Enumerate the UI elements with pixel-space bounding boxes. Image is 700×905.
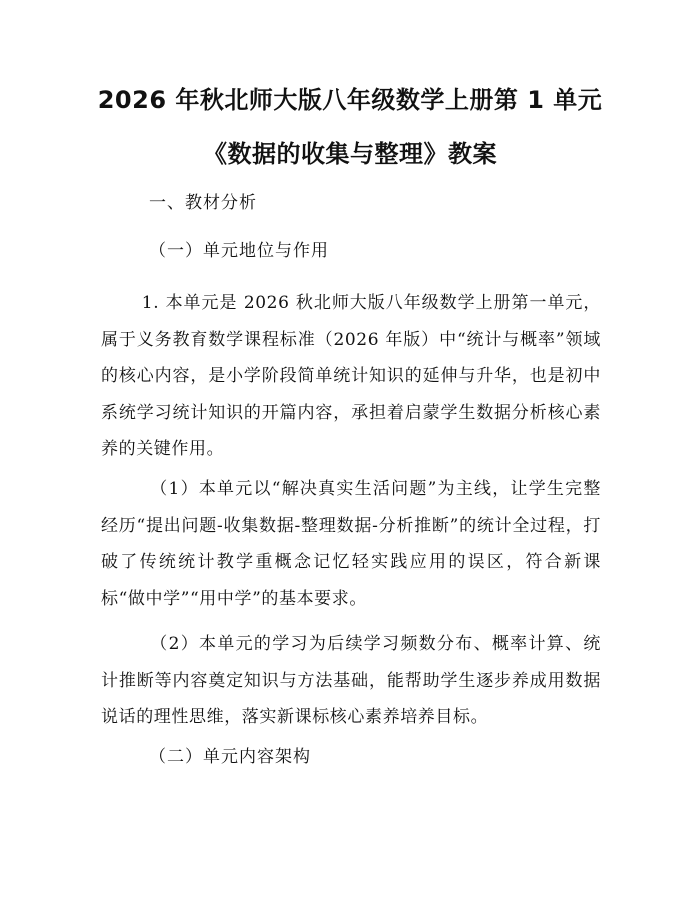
section-heading-textbook-analysis: 一、教材分析 [149,193,257,213]
paragraph-point-1: （1）本单元以“解决真实生活问题”为主线，让学生完整经历“提出问题-收集数据-整理数据-分析推断”的统计全过程，打破了传统统计教学重概念记忆轻实践应用的误区，符合新课标“做中学”“用中学”的基本要求。 [101,479,601,609]
subsection-heading-unit-structure: （二）单元内容架构 [149,747,311,767]
document-title-line-1: 2026 年秋北师大版八年级数学上册第 1 单元 [97,86,603,114]
paragraph-unit-overview: 1. 本单元是 2026 秋北师大版八年级数学上册第一单元，属于义务教育数学课程标准（2026 年版）中“统计与概率”领域的核心内容，是小学阶段简单统计知识的延伸与升华，也是初中系统学习统计知识的开篇内容，承担着启蒙学生数据分析核心素养的关键作用。 [101,293,601,459]
subsection-heading-unit-position: （一）单元地位与作用 [149,241,329,261]
document-title-line-2: 《数据的收集与整理》教案 [203,140,497,168]
paragraph-point-2: （2）本单元的学习为后续学习频数分布、概率计算、统计推断等内容奠定知识与方法基础，能帮助学生逐步养成用数据说话的理性思维，落实新课标核心素养培养目标。 [101,634,601,727]
